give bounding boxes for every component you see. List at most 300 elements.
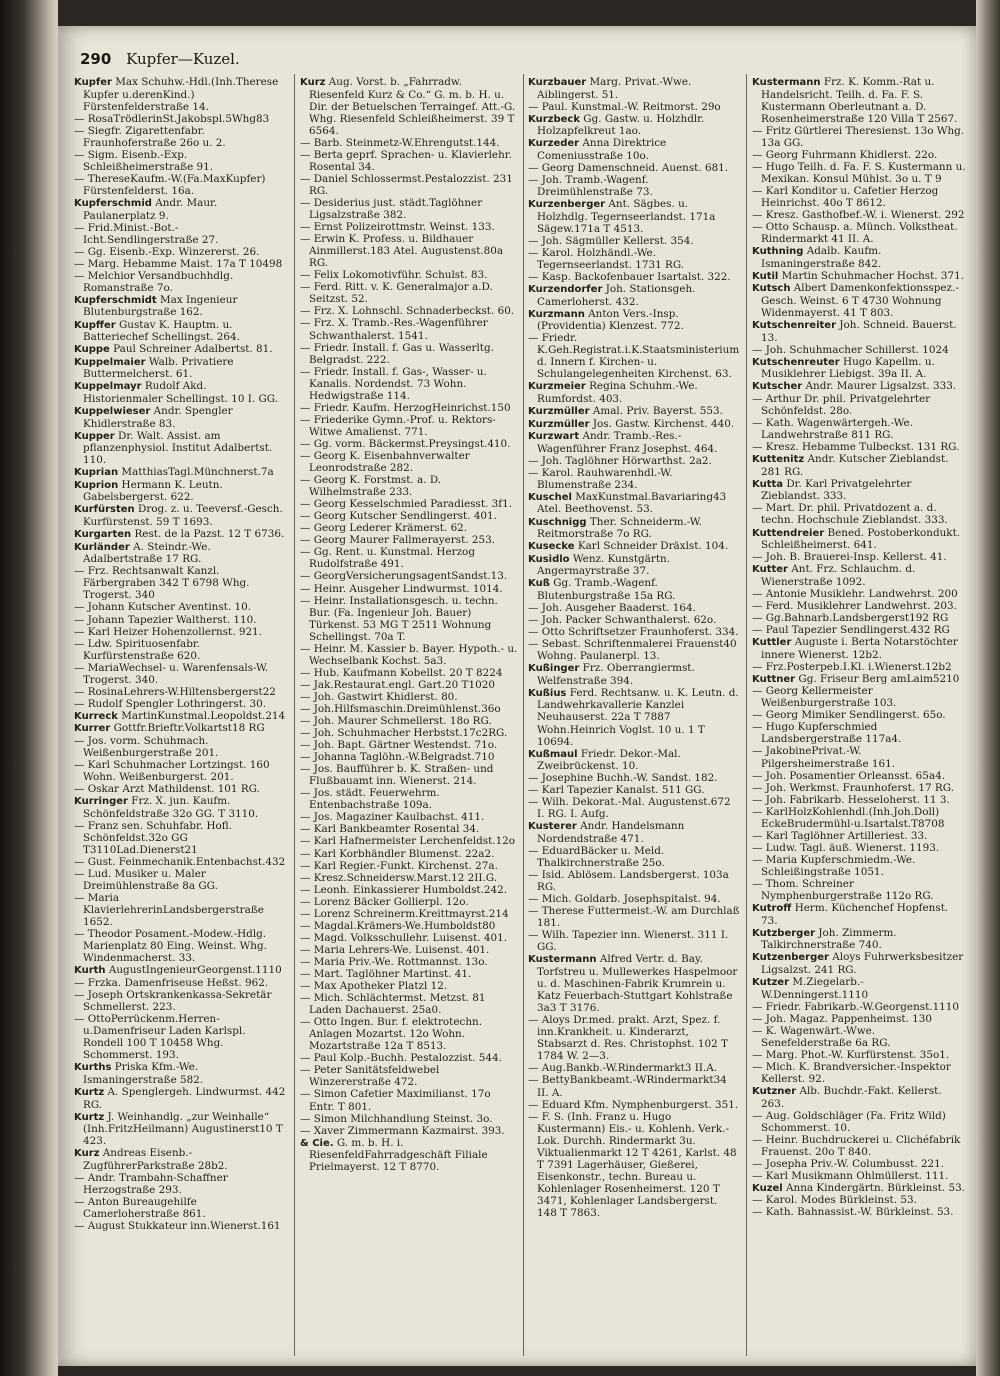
entry-details: Wilh. Dekorat.-Mal. Augustenst.672 I. RG. I. Aufg.	[537, 796, 731, 821]
directory-entry	[74, 319, 286, 344]
directory-entry	[528, 602, 740, 614]
entry-details: Marg. Hebamme Maist. 17a T 10498	[87, 257, 283, 270]
entry-details: Johann Tapezier Waltherst. 110.	[87, 613, 257, 626]
page-number: 290	[80, 50, 112, 68]
entry-details: Joh. Taglöhner Hörwarthst. 2a2.	[541, 454, 712, 467]
entry-details: Karl Tapezier Kanalst. 511 GG.	[541, 784, 705, 797]
directory-entry	[300, 137, 518, 149]
entry-details: MaxKunstmal.Bavariaring43 Atel. Beethovenst. 53.	[537, 490, 727, 516]
entry-surname: Kutzenberger	[752, 952, 829, 964]
entry-details: Heinr. M. Kassier b. Bayer. Hypoth.- u. Wechselbank Kochst. 5a3.	[309, 642, 518, 667]
entry-details: Sebast. Schriftenmalerei Frauenst40 Wohng. Paulanerpl. 13.	[537, 638, 737, 663]
directory-entry	[528, 869, 740, 893]
entry-details: Jos. Baufführer b. K. Straßen- und Flußbauamt inn. Wienerst. 214.	[309, 763, 494, 788]
entry-surname: Kutzer	[752, 976, 790, 988]
entry-details: Melchior Versandbuchhdlg. Romanstraße 7o.	[83, 269, 234, 294]
directory-entry	[300, 896, 518, 908]
directory-entry	[300, 76, 518, 137]
entry-details: Aug. Goldschläger (Fa. Fritz Wild) Schommerst. 10.	[761, 1109, 946, 1134]
entry-details: Hermann K. Leutn. Gabelsbergerst. 622.	[83, 478, 223, 504]
directory-entry	[300, 305, 518, 317]
entry-surname: Kurreck	[74, 710, 118, 722]
entry-details: Lorenz Schreinerm.Kreittmayrst.214	[313, 907, 509, 920]
entry-details: Ther. Schneiderm.-W. Reitmorstraße 7o RG.	[537, 515, 702, 541]
entry-details: Karl Heizer Hohenzollernst. 921.	[87, 625, 262, 638]
entry-details: Joh. Posamentier Orleansst. 65a4.	[765, 769, 946, 782]
directory-entry	[752, 927, 966, 952]
directory-entry	[74, 710, 286, 723]
entry-details: A. Spenglergeh. Lindwurmst. 442 RG.	[83, 1085, 286, 1111]
entry-details: Auguste i. Berta Notarstöchter innere Wienerst. 12b2.	[761, 636, 958, 661]
entry-details: Albert Damenkonfektionsspez.-Gesch. Weinst. 6 T 4730 Wohnung Widenmayerst. 41 T 803.	[761, 282, 959, 320]
directory-entry	[74, 722, 286, 735]
directory-entry	[300, 366, 518, 402]
entry-details: Ant. Frz. Schlauchm. d. Wienerstraße 1092.	[761, 563, 916, 588]
directory-entry	[300, 908, 518, 920]
entry-details: Friedr. Kaufm. HerzogHeinrichst.150	[313, 401, 511, 414]
directory-entry	[752, 1182, 966, 1195]
directory-entry	[528, 271, 740, 283]
entry-surname: Kutta	[752, 478, 784, 490]
directory-entry	[300, 727, 518, 739]
entry-details: Mich. K. Brandversicher.-Inspektor Kellerst. 92.	[761, 1060, 951, 1085]
entry-details: Hugo Teilh. d. Fa. F. S. Kustermann u. Mexikan. Konsul Mühlst. 3o u. T 9	[761, 160, 966, 185]
directory-entry	[752, 1085, 966, 1110]
directory-column-2	[300, 76, 518, 1356]
directory-entry	[752, 624, 966, 636]
entry-details: Therese Futtermeist.-W. am Durchlaß 181.	[537, 905, 740, 930]
entry-details: Karl Bankbeamter Rosental 34.	[313, 823, 480, 836]
entry-details: Mich. Goldarb. Josephspitalst. 94.	[541, 893, 721, 906]
entry-surname: Kusidlo	[528, 553, 570, 565]
directory-column-4	[752, 76, 966, 1356]
directory-entry	[752, 356, 966, 381]
entry-surname: Kuppe	[74, 344, 110, 356]
entry-details: Karol. Holzhändl.-We. Tegernseerlandst. 1731 RG.	[537, 246, 685, 271]
entry-details: Jos. vorm. Schuhmach. Weißenburgerstraße 201.	[83, 735, 219, 760]
entry-details: KarlHolzKohlenhdl.(Inh.Joh.Doll) EckeBrudermühl-u.Isartalst.T8708	[761, 805, 945, 830]
entry-surname: Kutschenreuter	[752, 356, 840, 368]
directory-column-3	[528, 76, 740, 1356]
entry-details: Mart. Taglöhner Martinst. 41.	[313, 968, 472, 980]
entry-details: Frz. Oberrangiermst. Welfenstraße 394.	[537, 662, 695, 687]
book-gutter-shadow	[0, 0, 58, 1376]
entry-details: Andreas Eisenb.-ZugführerParkstraße 28b2.	[83, 1147, 228, 1172]
entry-surname: Kustermann	[752, 77, 821, 88]
entry-surname: Kurzbauer	[528, 77, 587, 88]
directory-entry	[300, 1125, 518, 1137]
entry-details: G. m. b. H. i. RiesenfeldFahrradgeschäft Filiale Prielmayerst. 12 T 8770.	[309, 1136, 488, 1174]
directory-page	[58, 26, 976, 1366]
directory-entry	[752, 502, 966, 526]
directory-entry	[300, 968, 518, 980]
entry-details: Kresz. Gasthofbef.-W. i. Wienerst. 292	[765, 209, 965, 222]
directory-entry	[528, 820, 740, 845]
entry-details: Paul. Kunstmal.-W. Reitmorst. 29o	[541, 100, 721, 113]
directory-entry	[74, 294, 286, 319]
entry-details: Andr. Tramb.-Res.-Wagenführer Franz Josephst. 464.	[537, 430, 718, 455]
entry-details: Xaver Zimmermann Kazmairst. 393.	[313, 1124, 505, 1137]
directory-entry	[528, 516, 740, 541]
entry-details: Aloys Dr.med. prakt. Arzt, Spez. f. inn.Krankheit. u. Kinderarzt, Stabsarzt d. Res. Christophst. 102 T 1784 W. 2—3.	[537, 1014, 728, 1063]
entry-surname: Kurzmann	[528, 308, 585, 320]
directory-entry	[528, 687, 740, 748]
entry-details: Kresz.Schneidersw.Marst.12 2II.G.	[313, 871, 498, 884]
entry-details: Joh. Schneid. Bauerst. 13.	[761, 319, 957, 344]
entry-surname: Kuppelmayr	[74, 381, 142, 393]
entry-details: Karl Schuhmacher Lortzingst. 160 Wohn. Weißenburgerst. 201.	[83, 759, 270, 784]
directory-entry	[528, 418, 740, 431]
entry-surname: Kutschenreiter	[752, 320, 837, 332]
entry-details: Ernst Polizeirottmstr. Weinst. 133.	[313, 221, 495, 234]
directory-entry	[752, 1061, 966, 1085]
entry-details: F. S. (Inh. Franz u. Hugo Kustermann) Eis.- u. Kohlenh. Verk.-Lok. Durchh. Rindermarkt 3u. Viktualienmarkt 12 T 4261, Karlst. 48 T 7391 Lagerhäuser, Gießerei, Eisenkonstr., techn. Bureau u. Kohlenlager Rosenheimerst. 120 T 3471, Kohlenlager Landsbergerst. 148 T 7863.	[537, 1110, 737, 1219]
directory-entry	[74, 928, 286, 964]
entry-surname: Kurzmeier	[528, 381, 586, 393]
directory-entry	[752, 344, 966, 356]
entry-details: Lorenz Bäcker Gollierpl. 12o.	[313, 895, 469, 908]
entry-details: Aug. Vorst. b. „Fahrradw. Riesenfeld Kurz & Co.“ G. m. b. H. u. Dir. der Betuelschen Terraingef. Att.-G. Whg. Riesenfeld Schleißheimerst. 39 T 6564.	[309, 76, 516, 137]
entry-details: Gg.Bahnarb.Landsbergerst192 RG	[765, 611, 949, 624]
entry-details: ThereseKaufm.-W.(Fa.MaxKupfer) Fürstenfelderst. 16a.	[83, 172, 266, 197]
entry-details: Georg Fuhrmann Khidlerst. 22o.	[765, 148, 938, 161]
directory-entry	[74, 638, 286, 662]
directory-entry	[300, 342, 518, 366]
entry-surname: Kupferschmid	[74, 198, 152, 209]
directory-entry	[74, 258, 286, 270]
entry-details: Hub. Kaufmann Kobellst. 20 T 8224	[313, 666, 503, 679]
directory-entry	[74, 759, 286, 783]
entry-details: Erwin K. Profess. u. Bildhauer Ainmillerst.183 Atel. Augustenst.80a RG.	[309, 233, 504, 270]
entry-details: Otto Schausp. a. Münch. Volkstheat. Rindermarkt 41 II. A.	[761, 221, 958, 246]
entry-details: Felix Lokomotivführ. Schulst. 83.	[313, 269, 488, 282]
directory-entry	[300, 823, 518, 835]
directory-entry	[300, 811, 518, 823]
directory-entry	[528, 577, 740, 602]
entry-surname: Kurzmüller	[528, 418, 590, 430]
entry-surname: Kuttenitz	[752, 454, 805, 466]
entry-details: Franz sen. Schuhfabr. Hofl. Schönfeldst.32o GG T3110Lad.Dienerst21	[83, 819, 233, 856]
directory-entry	[300, 980, 518, 992]
directory-entry	[300, 715, 518, 727]
directory-entry	[528, 332, 740, 380]
entry-details: Mich. Schlächtermst. Metzst. 81 Laden Dachauerst. 25a0.	[309, 992, 486, 1017]
directory-entry	[528, 162, 740, 174]
directory-entry	[528, 113, 740, 138]
directory-entry	[752, 209, 966, 221]
directory-entry	[300, 402, 518, 414]
entry-details: Ferd. Ritt. v. K. Generalmajor a.D. Seitzst. 52.	[309, 281, 493, 306]
entry-surname: Kurtz	[74, 1111, 105, 1123]
entry-details: Regina Schuhm.-We. Rumfordst. 403.	[537, 380, 698, 405]
entry-details: Friedr. Fabrikarb.-W.Georgenst.1110	[765, 1000, 960, 1013]
entry-surname: Kuprion	[74, 479, 119, 491]
directory-entry	[74, 686, 286, 698]
entry-details: Heinr. Installationsgesch. u. techn. Bur. (Fa. Ingenieur Joh. Bauer) Türkenst. 53 MG T 2511 Wohnung Schellingst. 70a T.	[309, 594, 498, 643]
entry-details: Frzka. Damenfriseuse Heßst. 962.	[87, 977, 269, 990]
directory-entry	[528, 845, 740, 869]
entry-surname: Kupper	[74, 430, 115, 442]
entry-details: Karl Korbhändler Blumenst. 22a2.	[313, 847, 495, 860]
directory-entry	[74, 626, 286, 638]
directory-entry	[752, 636, 966, 661]
directory-entry	[528, 748, 740, 773]
directory-entry	[300, 763, 518, 787]
entry-details: Frz.Posterpeb.I.Kl. i.Wienerst.12b2	[765, 660, 952, 673]
entry-details: Joh. Sägmüller Kellerst. 354.	[541, 234, 694, 247]
directory-entry	[528, 380, 740, 405]
entry-details: Johanna Taglöhn.-W.Belgradst.710	[313, 751, 495, 764]
directory-entry	[300, 1113, 518, 1125]
directory-entry	[300, 848, 518, 860]
entry-details: Magdal.Krämers-We.Humboldst80	[313, 919, 496, 932]
entry-details: Aug.Bankb.-W.Rindermarkt3 II.A.	[541, 1062, 718, 1075]
entry-details: Siegfr. Zigarettenfabr. Fraunhoferstraße 26o u. 2.	[83, 124, 226, 149]
entry-details: Maria Lehrers-We. Luisenst. 401.	[313, 943, 490, 956]
directory-entry	[752, 721, 966, 745]
entry-details: OttoPerrückenm.Herren- u.Damenfriseur Laden Karlspl. Rondell 100 T 10458 Whg. Schommerst. 193.	[83, 1013, 246, 1062]
directory-entry	[752, 527, 966, 552]
entry-details: Joh. Werkmst. Fraunhoferst. 17 RG.	[765, 781, 954, 794]
directory-entry	[752, 1049, 966, 1061]
directory-entry	[752, 441, 966, 453]
entry-surname: Kuschnigg	[528, 516, 587, 528]
directory-entry	[300, 510, 518, 522]
directory-entry	[300, 546, 518, 570]
directory-entry	[74, 1086, 286, 1111]
entry-surname: Kutil	[752, 270, 779, 282]
directory-entry	[74, 76, 286, 113]
entry-details: Andr. Kutscher Zieblandst. 281 RG.	[761, 453, 949, 478]
entry-details: Karol. Rauhwarenhdl.-W. Blumenstraße 234.	[537, 466, 673, 491]
directory-entry	[752, 125, 966, 149]
entry-details: Herm. Küchenchef Hopfenst. 73.	[761, 902, 949, 927]
entry-details: Drog. z. u. Teeversf.-Gesch. Kurfürstenst. 59 T 1693.	[83, 503, 283, 529]
entry-surname: Kurzmüller	[528, 405, 590, 417]
entry-details: Anton Vers.-Insp. (Providentia) Klenzest. 772.	[537, 307, 684, 333]
directory-entry	[752, 76, 966, 125]
entry-details: Anna Direktrice Comeniusstraße 10o.	[537, 137, 667, 162]
directory-entry	[752, 453, 966, 478]
entry-details: Georg Mimiker Sendlingerst. 65o.	[765, 709, 946, 722]
entry-details: Andr. Handelsmann Nordendstraße 471.	[537, 820, 685, 845]
directory-entry	[528, 1062, 740, 1074]
directory-entry	[74, 601, 286, 613]
directory-entry	[300, 197, 518, 221]
directory-entry	[74, 977, 286, 989]
directory-entry	[528, 772, 740, 784]
entry-details: Fritz Gürtlerei Theresienst. 13o Whg. 13a GG.	[761, 124, 965, 149]
directory-entry	[752, 1206, 966, 1218]
directory-entry	[74, 964, 286, 977]
entry-details: J. Weinhandlg. „zur Weinhalle“ (Inh.FritzHeilmann) Augustinerst10 T 423.	[83, 1110, 283, 1148]
entry-details: M.Ziegelarb.-W.Denningerst.1110	[761, 975, 869, 1001]
entry-details: Joh. Stationsgeh. Camerloherst. 432.	[537, 282, 696, 308]
entry-details: Simon Milchhandlung Steinst. 3o.	[313, 1112, 493, 1125]
directory-entry	[752, 1001, 966, 1013]
directory-entry	[528, 953, 740, 1014]
directory-entry	[752, 1013, 966, 1025]
directory-entry	[300, 450, 518, 474]
column-divider	[294, 74, 295, 1356]
directory-entry	[528, 1099, 740, 1111]
entry-details: Ludw. Tagl. äuß. Wienerst. 1193.	[765, 841, 940, 854]
directory-entry	[752, 1110, 966, 1134]
directory-entry	[300, 884, 518, 896]
directory-column-1	[74, 76, 286, 1356]
directory-entry	[74, 1111, 286, 1148]
entry-details: Leonh. Einkassierer Humboldst.242.	[313, 883, 508, 896]
entry-details: Gg. Gastw. u. Holzhdlr. Holzapfelkreut 1ao.	[537, 112, 705, 138]
entry-details: Josephine Buchh.-W. Sandst. 182.	[541, 772, 718, 785]
directory-entry	[300, 583, 518, 595]
entry-surname: Kuschel	[528, 491, 572, 503]
directory-entry	[528, 540, 740, 553]
entry-details: Maria KlavierlehrerinLandsbergerstraße 1652.	[83, 892, 264, 929]
directory-entry	[74, 197, 286, 222]
directory-entry	[300, 534, 518, 546]
entry-surname: Kurth	[74, 965, 106, 977]
directory-entry	[74, 1013, 286, 1061]
entry-details: Wilh. Tapezier inn. Wienerst. 311 I. GG.	[537, 929, 729, 954]
directory-entry	[74, 356, 286, 381]
entry-surname: Kurzenberger	[528, 199, 606, 211]
directory-entry	[300, 570, 518, 582]
directory-entry	[752, 417, 966, 441]
directory-entry	[300, 679, 518, 691]
entry-surname: Kutroff	[752, 903, 792, 915]
entry-surname: Kußmaul	[528, 748, 578, 760]
entry-details: Frz. K. Komm.-Rat u. Handelsricht. Teilh. d. Fa. F. S. Kustermann Oberleutnant a. D. Rosenheimerstraße 120 Villa T 2567.	[761, 76, 958, 125]
entry-details: Otto Schriftsetzer Fraunhoferst. 334.	[541, 626, 739, 639]
entry-details: Friedr. Install. f. Gas u. Wasserltg. Belgradst. 222.	[309, 341, 494, 366]
directory-entry	[752, 551, 966, 563]
entry-details: BettyBankbeamt.-WRindermarkt34 II. A.	[537, 1074, 727, 1099]
directory-entry	[752, 878, 966, 902]
entry-details: Karol. Modes Bürkleinst. 53.	[765, 1194, 917, 1207]
entry-surname: Kuttendreier	[752, 527, 825, 539]
entry-surname: Kurringer	[74, 796, 128, 808]
entry-surname: Kupfer	[74, 77, 112, 88]
directory-entry	[300, 643, 518, 667]
entry-details: Georg Kutscher Sendlingerst. 401.	[313, 510, 497, 523]
directory-entry	[300, 956, 518, 968]
entry-details: Georg Kellermeister Weißenburgerstraße 103.	[761, 685, 897, 710]
entry-details: Friedr. Dekor.-Mal. Zweibrückenst. 10.	[537, 747, 681, 773]
directory-entry	[752, 854, 966, 878]
directory-entry	[752, 319, 966, 344]
entry-details: Kresz. Hebamme Tulbeckst. 131 RG.	[765, 441, 960, 454]
entry-surname: Kurfürsten	[74, 504, 135, 516]
directory-entry	[752, 161, 966, 185]
directory-entry	[528, 101, 740, 113]
entry-surname: Kuttner	[752, 673, 796, 685]
directory-entry	[300, 835, 518, 847]
entry-details: Friedr. Install. f. Gas-, Wasser- u. Kanalis. Nordendst. 73 Wohn. Hedwigstraße 114.	[309, 365, 487, 402]
directory-entry	[74, 868, 286, 892]
entry-details: Otto Ingen. Bur. f. elektrotechn. Anlagen Mozartst. 12o Wohn. Mozartstraße 12a T 8513.	[309, 1016, 483, 1053]
entry-details: Alb. Buchdr.-Fakt. Kellerst. 263.	[761, 1084, 942, 1110]
entry-details: Gg. Tramb.-Wagenf. Blutenburgstraße 15a RG.	[537, 577, 676, 602]
directory-entry	[300, 595, 518, 643]
entry-details: MariaWechsel- u. Warenfensals-W. Trogerst. 340.	[83, 661, 269, 686]
directory-entry	[752, 902, 966, 927]
directory-entry	[752, 794, 966, 806]
entry-details: Josepha Priv.-W. Columbusst. 221.	[765, 1157, 945, 1170]
directory-entry	[752, 709, 966, 721]
entry-surname: Kurz	[74, 1148, 100, 1160]
entry-details: Max Ingenieur Blutenburgstraße 162.	[83, 293, 238, 319]
directory-entry	[74, 1172, 286, 1196]
entry-details: Kasp. Backofenbauer Isartalst. 322.	[541, 270, 731, 283]
directory-entry	[528, 905, 740, 929]
entry-surname: Kurgarten	[74, 529, 132, 541]
entry-details: Joh. Schuhmacher Herbstst.17c2RG.	[313, 727, 508, 740]
directory-entry	[752, 282, 966, 319]
entry-details: Hugo Kapellm. u. Musiklehrer Liebigst. 39a II. A.	[761, 355, 935, 381]
entry-surname: Kuppelwieser	[74, 405, 151, 417]
entry-details: Joseph Ortskrankenkassa-Sekretär Schmellerst. 223.	[83, 989, 272, 1014]
directory-entry	[74, 430, 286, 467]
entry-surname: Kutscher	[752, 381, 803, 393]
entry-details: Magd. Volksschullehr. Luisenst. 401.	[313, 931, 507, 944]
entry-details: Joh. B. Brauerei-Insp. Kellerst. 41.	[765, 551, 947, 564]
entry-details: Mart. Dr. phil. Privatdozent a. d. techn. Hochschule Zieblandst. 333.	[761, 502, 948, 527]
directory-entry	[74, 343, 286, 356]
entry-details: Isid. Ablösem. Landsbergerst. 103a RG.	[537, 869, 729, 894]
directory-entry	[752, 842, 966, 854]
entry-details: Jak.Restaurat.engl. Gart.20 T1020	[313, 678, 495, 691]
entry-details: Karl Hafnermeister Lerchenfeldst.12o	[313, 835, 516, 848]
directory-entry	[528, 1111, 740, 1219]
directory-entry	[300, 474, 518, 498]
entry-surname: Kusecke	[528, 541, 575, 553]
directory-entry	[752, 806, 966, 830]
directory-entry	[300, 317, 518, 341]
directory-entry	[74, 565, 286, 601]
entry-details: Frid.Minist.-Bot.-Icht.Sendlingerstraße 27.	[83, 221, 219, 246]
directory-entry	[74, 856, 286, 868]
entry-details: Johann Kutscher Aventinst. 10.	[87, 601, 251, 614]
directory-entry	[752, 149, 966, 161]
entry-details: Joh. Schuhmacher Schillerst. 1024	[765, 343, 949, 356]
column-divider	[523, 74, 524, 1356]
entry-details: Hugo Kupferschmied Landsbergerstraße 117a4.	[761, 721, 902, 746]
directory-entry	[74, 479, 286, 504]
directory-entry	[528, 76, 740, 101]
entry-details: RosaTrödlerinSt.Jakobspl.5Whg83	[87, 112, 270, 125]
entry-details: Alfred Vertr. d. Bay. Torfstreu u. Mullewerkes Haspelmoor u. d. Maschinen-Fabrik Krumrein u. Katz Feuerbach-Stuttgart Kohlstraße 3a3 T 3176.	[537, 953, 738, 1015]
entry-details: Karl Musikmann Ohlmüllerst. 111.	[765, 1169, 949, 1182]
entry-details: Barb. Steinmetz-W.Ehrengutst.144.	[313, 136, 500, 149]
directory-entry	[300, 872, 518, 884]
directory-entry	[528, 247, 740, 271]
entry-details: Frz. X. Tramb.-Res.-Wagenführer Schwanthalerst. 1541.	[309, 317, 488, 342]
directory-entry	[74, 380, 286, 405]
directory-entry	[74, 820, 286, 856]
directory-entry	[300, 438, 518, 450]
entry-surname: Kurz	[300, 77, 326, 88]
entry-details: Maria Kupferschmiedm.-We. Schleißingstraße 1051.	[761, 853, 916, 878]
facing-page-edge	[976, 0, 1000, 1376]
entry-details: Peter Sanitätsfeldwebel Winzererstraße 472.	[309, 1064, 440, 1089]
directory-entry	[752, 612, 966, 624]
directory-entry	[74, 783, 286, 795]
entry-details: Max Schuhw.-Hdl.(Inh.Therese Kupfer u.derenKind.) Fürstenfelderstraße 14.	[83, 76, 279, 113]
entry-surname: Kußinger	[528, 663, 580, 675]
directory-entry	[74, 698, 286, 710]
entry-details: Georg K. Forstmst. a. D. Wilhelmstraße 233.	[309, 474, 442, 499]
